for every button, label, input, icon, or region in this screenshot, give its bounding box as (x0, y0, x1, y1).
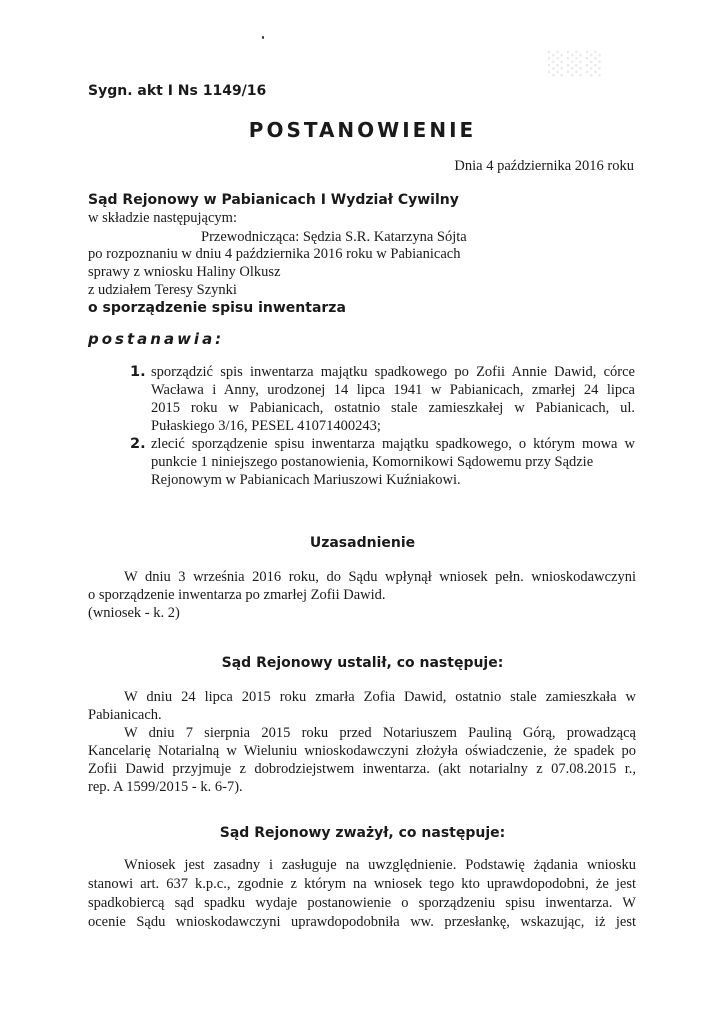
point-2-line: zlecić sporządzenie spisu inwentarza majątku spadkowego, o którym mowa w (151, 436, 635, 452)
section-line: (wniosek - k. 2) (88, 605, 180, 621)
point-number: 2. (130, 436, 146, 452)
point-1-line: Pułaskiego 3/16, PESEL 41071400243; (151, 418, 381, 434)
case-number: Sygn. akt I Ns 1149/16 (88, 83, 267, 99)
scan-speck (262, 36, 264, 39)
court-composition: w składzie następującym: (88, 210, 237, 226)
section-line: spadkobiercą sąd spadku wydaje postanowienie o sporządzeniu spisu inwentarza. W (88, 895, 636, 911)
point-1-line: 2015 roku w Pabianicach, ostatnio stale zamieszkałej w Pabianicach, ul. (151, 400, 635, 416)
section-heading: Uzasadnienie (309, 535, 416, 551)
section-line: o sporządzenie inwentarza po zmarłej Zofii Dawid. (88, 587, 386, 603)
section-line: ocenie Sądu wnioskodawczyni uprawdopodobniła ww. przesłankę, wskazując, iż jest (88, 914, 636, 930)
section-heading: Sąd Rejonowy zważył, co następuje: (219, 825, 506, 841)
court-name: Sąd Rejonowy w Pabianicach I Wydział Cywilny (88, 192, 459, 208)
case-subject: o sporządzenie spisu inwentarza (88, 300, 346, 316)
case-applicant: sprawy z wniosku Haliny Olkusz (88, 264, 281, 280)
section-line: Pabianicach. (88, 707, 162, 723)
section-line: Zofii Dawid przyjmuje z dobrodziejstwem inwentarza. (akt notarialny z 07.08.2015 r., (88, 761, 636, 777)
point-number: 1. (130, 364, 146, 380)
document-date: Dnia 4 października 2016 roku (454, 158, 634, 174)
section-line: W dniu 24 lipca 2015 roku zmarła Zofia Dawid, ostatnio stale zamieszkała w (124, 689, 636, 705)
section-line: stanowi art. 637 k.p.c., zgodnie z którym na wniosek tego kto uprawdopodobni, że jest (88, 876, 636, 892)
section-line: Kancelarię Notarialną w Wieluniu wnioskodawczyni złożyła oświadczenie, że spadek po (88, 743, 636, 759)
point-2-line: Rejonowym w Pabianicach Mariuszowi Kuźniakowi. (151, 472, 461, 488)
document-title: POSTANOWIENIE (248, 118, 477, 142)
hearing-line: po rozpoznaniu w dniu 4 października 2016 roku w Pabianicach (88, 246, 461, 262)
point-1-line: sporządzić spis inwentarza majątku spadkowego po Zofii Annie Dawid, córce (151, 364, 635, 380)
point-1-line: Wacława i Anny, urodzonej 14 lipca 1941 w Pabianicach, zmarłej 24 lipca (151, 382, 635, 398)
decision-heading: postanawia: (88, 330, 225, 348)
section-line: rep. A 1599/2015 - k. 6-7). (88, 779, 243, 795)
section-line: W dniu 3 września 2016 roku, do Sądu wpłynął wniosek pełn. wnioskodawczyni (124, 569, 636, 585)
case-participant: z udziałem Teresy Szynki (88, 282, 237, 298)
presiding-judge: Przewodnicząca: Sędzia S.R. Katarzyna Sójta (201, 229, 467, 245)
point-2-line: punkcie 1 niniejszego postanowienia, Komornikowi Sądowemu przy Sądzie (151, 454, 594, 470)
section-heading: Sąd Rejonowy ustalił, co następuje: (221, 655, 504, 671)
section-line: Wniosek jest zasadny i zasługuje na uwzględnienie. Podstawię żądania wniosku (124, 857, 636, 873)
section-line: W dniu 7 sierpnia 2015 roku przed Notariuszem Pauliną Górą, prowadzącą (124, 725, 636, 741)
faint-stamp-mark: ░░░ (548, 52, 605, 77)
